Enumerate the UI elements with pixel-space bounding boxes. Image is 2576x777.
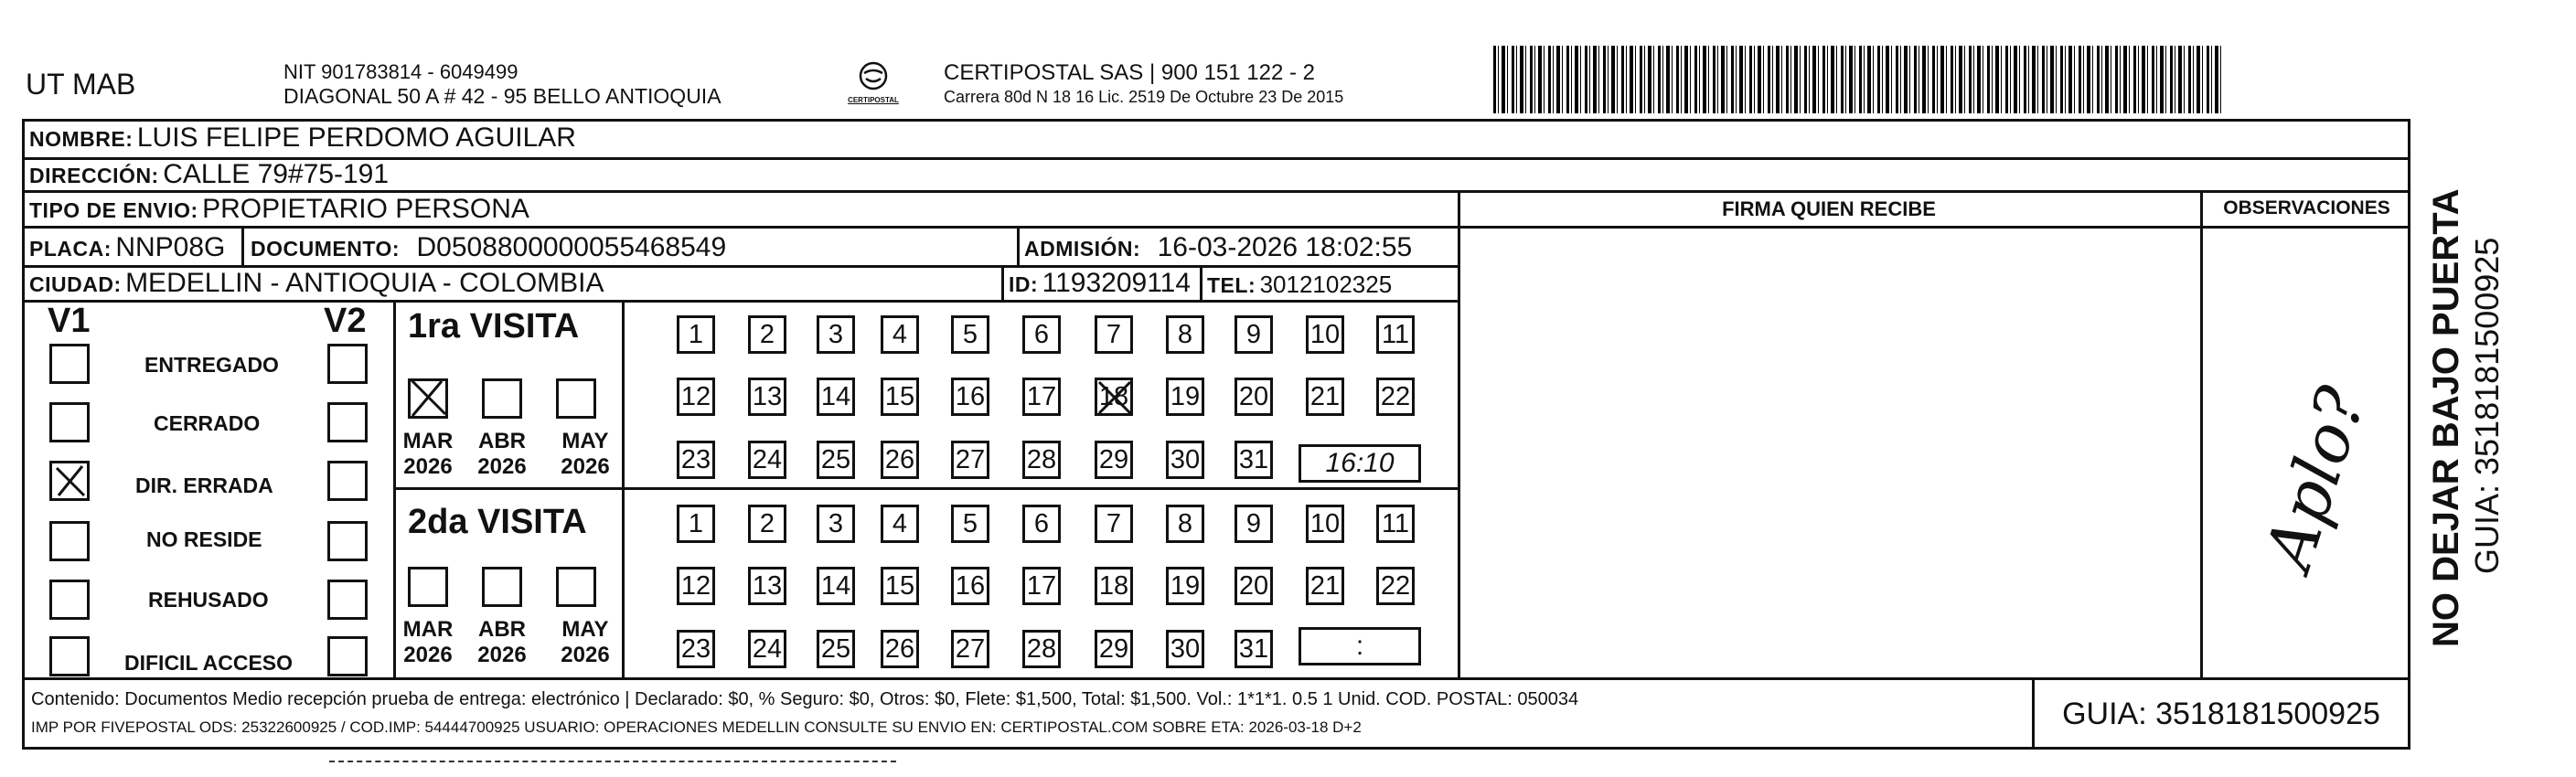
handwritten-x-mark-icon [1094, 377, 1136, 419]
first-visit-day-number: 11 [1381, 320, 1410, 349]
first-visit-day-number: 18 [1098, 382, 1129, 411]
document-value: D0508800000055468549 [416, 232, 727, 262]
footer-content: Contenido: Documentos Medio recepción prueba de entrega: electrónico | Declarado: $0, % Seguro: $0, Otros: $0, Flete: $1,500, Total: $1,500. Vol.: 1*1*1. 0.5 1 Unid. COD. POSTAL: 050034 [31, 689, 1579, 709]
first-visit-day-box[interactable] [1235, 441, 1273, 479]
first-visit-day-box[interactable] [748, 378, 786, 416]
first-visit-day-box[interactable] [951, 378, 989, 416]
second-visit-month-abr: ABR [478, 617, 526, 642]
second-visit-day-box[interactable] [677, 630, 715, 668]
second-visit-day-number: 25 [820, 634, 851, 664]
first-visit-month-mar-checkbox[interactable] [408, 378, 448, 419]
second-visit-day-box[interactable] [677, 567, 715, 605]
first-visit-day-box[interactable] [1022, 441, 1061, 479]
first-visit-day-number: 27 [955, 445, 986, 474]
admission-value: 16-03-2026 18:02:55 [1157, 232, 1413, 262]
first-visit-day-box[interactable] [677, 378, 715, 416]
company-nit: NIT 901783814 - 6049499 [283, 60, 518, 83]
first-visit-month-may-checkbox[interactable] [556, 378, 596, 419]
second-visit-day-box[interactable] [748, 630, 786, 668]
v2-label: V2 [324, 302, 367, 340]
second-visit-day-number: 13 [752, 571, 783, 601]
first-visit-day-number: 15 [884, 382, 915, 411]
first-visit-day-box[interactable] [881, 315, 919, 354]
second-visit-day-box[interactable] [1306, 505, 1344, 543]
first-visit-day-number: 22 [1380, 382, 1411, 411]
id-value: 1193209114 [1042, 268, 1192, 298]
second-visit-day-box[interactable] [817, 505, 855, 543]
first-visit-day-number: 4 [892, 320, 908, 349]
second-visit-day-box[interactable] [1095, 567, 1133, 605]
first-visit-day-number: 23 [680, 445, 711, 474]
reason-rehusado: REHUSADO [148, 588, 269, 612]
v1-checkbox-entregado[interactable] [49, 344, 90, 384]
second-visit-day-number: 20 [1238, 571, 1269, 601]
second-visit-month-may: MAY [561, 617, 609, 642]
first-visit-day-number: 29 [1098, 445, 1129, 474]
first-visit-day-box[interactable] [1306, 378, 1344, 416]
first-visit-day-box[interactable] [1306, 315, 1344, 354]
second-visit-day-number: 19 [1170, 571, 1201, 601]
v2-checkbox-dificil-acceso[interactable] [327, 636, 368, 676]
reason-dir-errada: DIR. ERRADA [135, 474, 273, 497]
second-visit-day-number: 12 [680, 571, 711, 601]
plate-label: PLACA: [29, 237, 112, 261]
tel-label: TEL: [1207, 273, 1256, 297]
first-visit-day-box[interactable] [881, 441, 919, 479]
first-visit-day-number: 28 [1026, 445, 1057, 474]
address-row [29, 159, 389, 190]
first-visit-year: 2026 [403, 454, 453, 479]
first-visit-day-number: 31 [1238, 445, 1269, 474]
first-visit-day-number: 3 [828, 320, 844, 349]
first-visit-day-box[interactable] [1376, 315, 1415, 354]
second-visit-day-box[interactable] [951, 567, 989, 605]
second-visit-day-box[interactable] [1235, 630, 1273, 668]
second-visit-day-number: 3 [828, 509, 844, 538]
first-visit-day-number: 30 [1170, 445, 1201, 474]
first-visit-day-box[interactable] [677, 315, 715, 354]
tel-value: 3012102325 [1259, 271, 1393, 298]
first-visit-day-box[interactable] [951, 441, 989, 479]
v1-label: V1 [48, 302, 91, 340]
first-visit-day-number: 2 [759, 320, 775, 349]
first-visit-day-box[interactable] [1235, 378, 1273, 416]
second-visit-year: 2026 [403, 643, 453, 667]
city-cell [29, 268, 604, 299]
v1-checkbox-dificil-acceso[interactable] [49, 636, 90, 676]
v1-checkbox-cerrado[interactable] [49, 402, 90, 442]
v2-checkbox-dir-errada[interactable] [327, 461, 368, 501]
second-visit-day-box[interactable] [748, 505, 786, 543]
first-visit-month-mar: MAR [402, 429, 454, 453]
second-visit-day-box[interactable] [1235, 505, 1273, 543]
first-visit-day-box[interactable] [1166, 441, 1204, 479]
signature-header: FIRMA QUIEN RECIBE [1722, 197, 1936, 220]
first-visit-day-number: 8 [1177, 320, 1193, 349]
second-visit-day-box[interactable] [1022, 630, 1061, 668]
observations-header: OBSERVACIONES [2223, 197, 2390, 218]
first-visit-title: 1ra VISITA [408, 307, 580, 346]
footer-guide: GUIA: 3518181500925 [2062, 697, 2380, 731]
first-visit-day-number: 12 [680, 382, 711, 411]
second-visit-day-number: 5 [962, 509, 978, 538]
first-visit-day-box[interactable] [1022, 315, 1061, 354]
observations-area[interactable] [2204, 229, 2409, 676]
handwritten-check-mark-icon [49, 461, 90, 501]
signature-area[interactable] [1461, 229, 2198, 676]
second-visit-day-number: 29 [1098, 634, 1129, 664]
second-visit-day-number: 1 [688, 509, 704, 538]
reason-cerrado: CERRADO [154, 411, 261, 435]
second-visit-time: : [1355, 631, 1364, 661]
second-visit-day-number: 28 [1026, 634, 1057, 664]
certipostal-logo [832, 60, 914, 112]
first-visit-year: 2026 [477, 454, 527, 479]
second-visit-day-box[interactable] [1095, 630, 1133, 668]
second-visit-day-number: 8 [1177, 509, 1193, 538]
second-visit-day-box[interactable] [1235, 567, 1273, 605]
second-visit-month-may-checkbox[interactable] [556, 567, 596, 607]
first-visit-day-box[interactable] [748, 441, 786, 479]
barcode [1493, 46, 2225, 113]
first-visit-day-box[interactable] [1376, 378, 1415, 416]
recipient-name: LUIS FELIPE PERDOMO AGUILAR [136, 122, 576, 153]
first-visit-day-number: 24 [752, 445, 783, 474]
first-visit-day-box[interactable] [1166, 315, 1204, 354]
document-label: DOCUMENTO: [251, 237, 401, 261]
second-visit-year: 2026 [561, 643, 610, 667]
first-visit-day-number: 25 [820, 445, 851, 474]
first-visit-day-number: 10 [1309, 320, 1341, 349]
city-value: MEDELLIN - ANTIOQUIA - COLOMBIA [125, 268, 604, 298]
first-visit-day-number: 21 [1309, 382, 1341, 411]
first-visit-day-box[interactable] [1235, 315, 1273, 354]
first-visit-day-box[interactable] [677, 441, 715, 479]
first-visit-day-number: 14 [820, 382, 851, 411]
carrier-name: CERTIPOSTAL SAS | 900 151 122 - 2 [944, 60, 1315, 85]
second-visit-day-number: 26 [884, 634, 915, 664]
second-visit-day-number: 24 [752, 634, 783, 664]
first-visit-day-box[interactable] [817, 378, 855, 416]
bottom-pen-mark [329, 761, 896, 764]
second-visit-day-number: 31 [1238, 634, 1269, 664]
second-visit-day-number: 22 [1380, 571, 1411, 601]
plate-value: NNP08G [115, 232, 226, 262]
second-visit-day-box[interactable] [951, 630, 989, 668]
first-visit-day-box[interactable] [817, 315, 855, 354]
first-visit-year: 2026 [561, 454, 610, 479]
second-visit-month-mar: MAR [402, 617, 454, 642]
reason-entregado: ENTREGADO [144, 353, 279, 377]
second-visit-day-number: 30 [1170, 634, 1201, 664]
second-visit-day-box[interactable] [1022, 505, 1061, 543]
first-visit-time-box[interactable] [1299, 444, 1421, 483]
document-cell [251, 232, 726, 263]
reason-dificil-acceso: DIFICIL ACCESO [124, 651, 294, 675]
second-visit-day-number: 14 [820, 571, 851, 601]
second-visit-day-box[interactable] [817, 567, 855, 605]
first-visit-day-number: 17 [1026, 382, 1057, 411]
second-visit-day-number: 7 [1106, 509, 1122, 538]
second-visit-day-box[interactable] [881, 505, 919, 543]
footer-imp: IMP POR FIVEPOSTAL ODS: 25322600925 / COD.IMP: 54444700925 USUARIO: OPERACIONES MEDELLIN CONSULTE SU ENVIO EN: CERTIPOSTAL.COM SOBRE ETA: 2026-03-18 D+2 [31, 718, 1362, 736]
second-visit-day-box[interactable] [748, 567, 786, 605]
first-visit-day-number: 16 [955, 382, 986, 411]
second-visit-day-box[interactable] [1306, 567, 1344, 605]
handwritten-x-mark-icon [405, 374, 453, 421]
second-visit-year: 2026 [477, 643, 527, 667]
second-visit-day-number: 23 [680, 634, 711, 664]
first-visit-day-number: 19 [1170, 382, 1201, 411]
second-visit-day-number: 2 [759, 509, 775, 538]
v2-checkbox-cerrado[interactable] [327, 402, 368, 442]
first-visit-day-box[interactable] [817, 441, 855, 479]
admission-cell [1024, 232, 1412, 263]
second-visit-day-box[interactable] [1095, 505, 1133, 543]
first-visit-month-may: MAY [561, 429, 609, 453]
second-visit-time-box[interactable] [1299, 627, 1421, 665]
second-visit-day-number: 17 [1026, 571, 1057, 601]
first-visit-day-box[interactable] [881, 378, 919, 416]
carrier-address: Carrera 80d N 18 16 Lic. 2519 De Octubre 23 De 2015 [944, 88, 1344, 106]
second-visit-day-number: 10 [1309, 509, 1341, 538]
shipment-row [29, 194, 529, 225]
id-cell [1009, 268, 1191, 299]
second-visit-day-number: 4 [892, 509, 908, 538]
shipment-label: TIPO DE ENVIO: [29, 198, 198, 222]
first-visit-day-box[interactable] [748, 315, 786, 354]
second-visit-day-box[interactable] [1022, 567, 1061, 605]
first-visit-month-abr: ABR [478, 429, 526, 453]
second-visit-month-abr-checkbox[interactable] [482, 567, 522, 607]
second-visit-day-box[interactable] [881, 567, 919, 605]
name-row [29, 122, 576, 154]
second-visit-day-number: 15 [884, 571, 915, 601]
tel-cell [1207, 271, 1392, 299]
v2-checkbox-no-reside[interactable] [327, 521, 368, 561]
second-visit-day-box[interactable] [677, 505, 715, 543]
logo-emblem-icon [855, 60, 892, 91]
first-visit-day-number: 9 [1245, 320, 1262, 349]
first-visit-day-number: 5 [962, 320, 978, 349]
second-visit-day-box[interactable] [951, 505, 989, 543]
v2-checkbox-entregado[interactable] [327, 344, 368, 384]
second-visit-day-box[interactable] [881, 630, 919, 668]
second-visit-day-box[interactable] [1376, 567, 1415, 605]
first-visit-day-number: 1 [688, 320, 704, 349]
second-visit-day-number: 18 [1098, 571, 1129, 601]
first-visit-month-abr-checkbox[interactable] [482, 378, 522, 419]
second-visit-day-number: 6 [1033, 509, 1050, 538]
first-visit-day-number: 26 [884, 445, 915, 474]
name-label: NOMBRE: [29, 127, 134, 151]
logo-text: CERTIPOSTAL [848, 96, 899, 104]
v2-checkbox-rehusado[interactable] [327, 580, 368, 620]
id-label: ID: [1009, 272, 1039, 296]
shipment-type: PROPIETARIO PERSONA [202, 194, 529, 224]
second-visit-day-number: 11 [1381, 509, 1410, 538]
second-visit-day-number: 9 [1245, 509, 1262, 538]
second-visit-day-number: 16 [955, 571, 986, 601]
first-visit-day-box[interactable] [1022, 378, 1061, 416]
side-guide: GUIA: 3518181500925 [2468, 237, 2506, 574]
second-visit-day-box[interactable] [1166, 505, 1204, 543]
first-visit-day-box[interactable] [1095, 315, 1133, 354]
v1-checkbox-rehusado[interactable] [49, 580, 90, 620]
second-visit-month-mar-checkbox[interactable] [408, 567, 448, 607]
first-visit-day-number: 6 [1033, 320, 1050, 349]
first-visit-day-box[interactable] [1166, 378, 1204, 416]
reason-no-reside: NO RESIDE [146, 527, 262, 551]
company-address: DIAGONAL 50 A # 42 - 95 BELLO ANTIOQUIA [283, 84, 721, 108]
first-visit-day-box[interactable] [1095, 441, 1133, 479]
admission-label: ADMISIÓN: [1024, 237, 1141, 261]
v1-checkbox-no-reside[interactable] [49, 521, 90, 561]
plate-cell [29, 232, 225, 263]
second-visit-day-box[interactable] [1166, 630, 1204, 668]
first-visit-time: 16:10 [1325, 448, 1395, 478]
second-visit-day-box[interactable] [1376, 505, 1415, 543]
first-visit-day-number: 13 [752, 382, 783, 411]
first-visit-day-number: 7 [1106, 320, 1122, 349]
first-visit-day-box[interactable] [1095, 378, 1133, 416]
v1-checkbox-dir-errada[interactable] [49, 461, 90, 501]
second-visit-day-number: 21 [1309, 571, 1341, 601]
company-name: UT MAB [26, 68, 136, 101]
handwritten-signature: Aplo? [2250, 378, 2380, 579]
second-visit-day-number: 27 [955, 634, 986, 664]
second-visit-day-box[interactable] [817, 630, 855, 668]
city-label: CIUDAD: [29, 272, 122, 296]
recipient-address: CALLE 79#75-191 [163, 159, 390, 189]
address-label: DIRECCIÓN: [29, 164, 159, 187]
second-visit-day-box[interactable] [1166, 567, 1204, 605]
side-warning: NO DEJAR BAJO PUERTA [2426, 188, 2466, 647]
first-visit-day-number: 20 [1238, 382, 1269, 411]
first-visit-day-box[interactable] [951, 315, 989, 354]
second-visit-title: 2da VISITA [408, 503, 587, 541]
